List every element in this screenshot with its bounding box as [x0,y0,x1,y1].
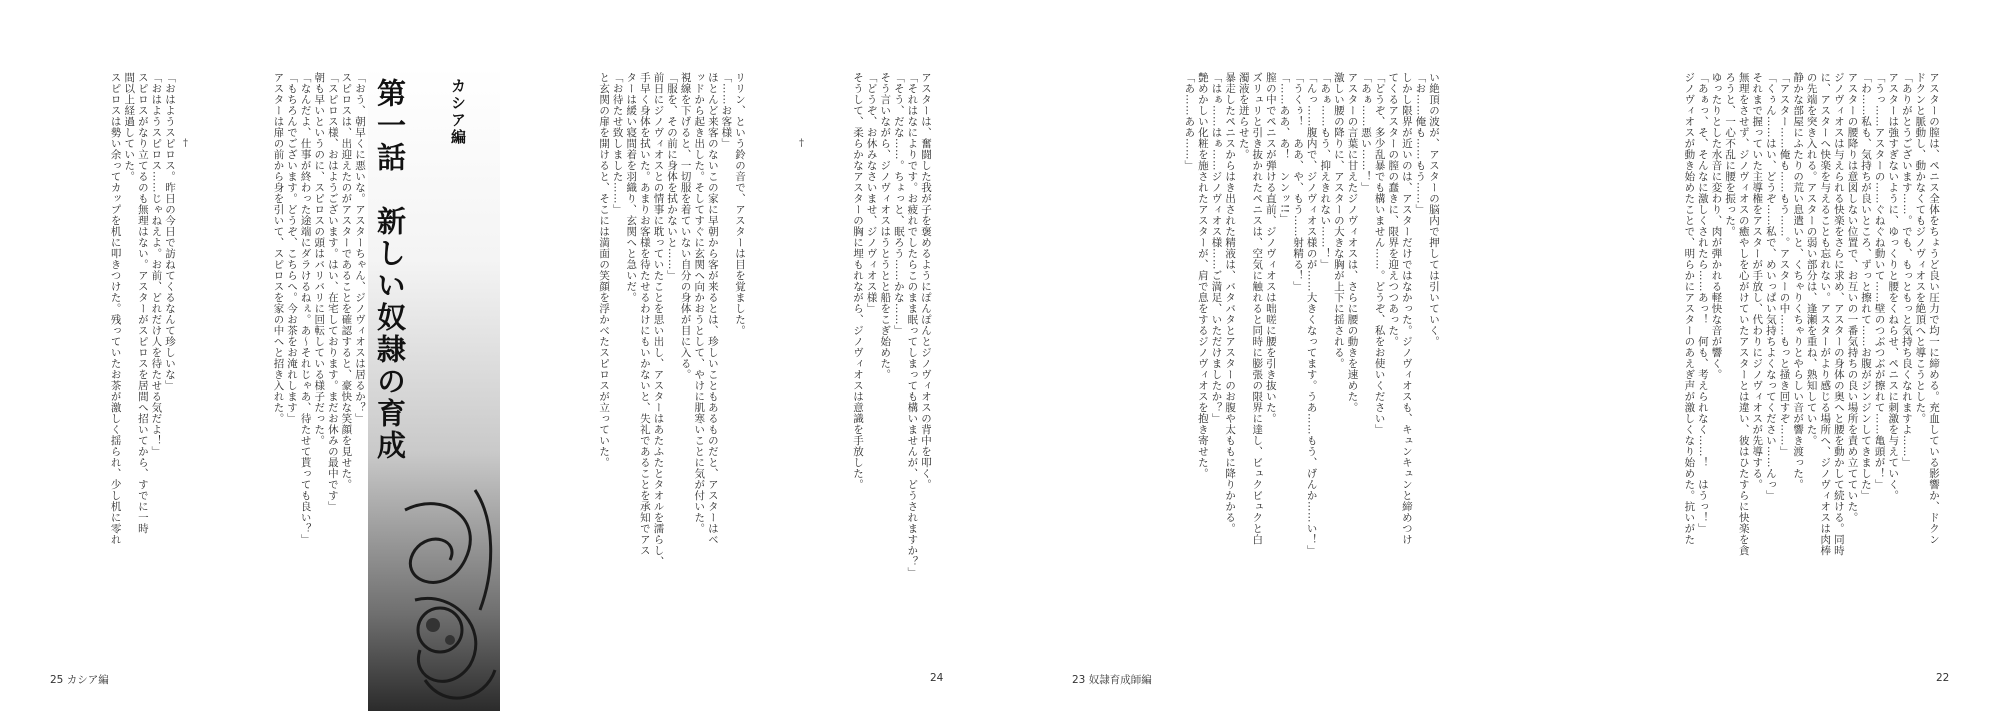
flourish-ornament-icon [385,480,500,711]
page-24-folio: 24 [930,672,944,684]
page-23 [1040,0,1500,711]
page-24-body-text-2: リリン、という鈴の音で、アスターは目を覚ました。 「……お客様」 ほとんど来客のないこの家に早朝から客が来るとは、珍しいこともあるものだと、アスターはベ ッドから起き出した。そしてすぐに玄関へ向かおうとして、やけに肌寒いことに気が付いた。 視線を下げると、一切服を着ていない自分の身体が目に入る。 「服を、その前に身体を拭かないと……」 前日にジノヴィオスとの情事に耽っていたことを思い出し、アスターはあたふたとタオルを濡らし、 手早く身体を拭いた。あまりお客様を待たせるわけにもいかないと、失礼であることを承知でアス ターは緩い寝間着を羽織り、玄関へと急いだ。 「お待たせ致しました……」 と玄関の扉を開けると、そこには満面の笑顔を浮かべたスピロスが立っていた。 [598,72,746,567]
section-break-dagger-2: † [799,138,804,149]
chapter-title: 第一話 新しい奴隷の育成 [373,78,407,462]
page-25-body-text: 「おう、朝早くに悪いな。アスターちゃん、ジノヴィオスは居るか？」 スピロスは、出迎えたのがアスターであることを確認すると、豪快な笑顔を見せた。 「スピロス様、おはようございます。はい、在宅しております。まだお休みの最中です」 朝も早いというのに、スピロスの頭はバリバリに回転している様子だった。 「なんだよ、仕事が終わった途端にダラけるねぇ。あ〜それじゃあ、待たせて貰っても良い？」 「もちろんでございます。どうぞ、こちらへ。今お茶をお淹れします」 アスターは扉の前から身を引いて、スピロスを家の中へと招き入れた。 [272,72,366,545]
page-22 [1540,0,2000,711]
section-break-dagger: † [183,138,188,149]
page-22-folio: 22 [1936,672,1950,684]
page-22-body-text: アスターの膣は、ペニス全体をちょうど良い圧力で均一に締める。充血している影響か、ドクン ドクンと脈動し、動かなくてもジノヴィオスを絶頂へと導こうとした。 「ありがとうございます……。でも、もっともっと気持ち良くなれますよ……」 アスターは強すぎないように、ゆっくりと腰をくねらせ、ペニスに刺激を与えていく。 「うっ……アスターの……ぐねぐね動いて……壁のつぶつぶが擦れて……亀頭が！」 「わ……私も、気持ちが良いところ、ずっと擦れて……お腹がジンジンしてきました」 アスターの腰降りは意図しない位置で、お互いの一番気持ちの良い場所を責め立てていた。 ジノヴィオスは与えられる快楽をさらに求め、アスターの身体の奥へと腰を動かして続ける。同時 に、アスターへ快楽を与えることも忘れない。アスターがより感じる場所へ、ジノヴィオスは肉棒 の先端を突き入れる。アスターの弱い部分は、逢瀬を重ね、熟知していた。 静かな部屋にふたりの荒い息遣いと、くちゃりくちゃりとやらしい音が響き渡った。 「アスター……俺も……もう……。アスターの中……もっと掻き回すぞ……」 「くぅん……はい、どうぞ……私で、めいっぱい気持ちよくなってください……んっ」 それまで握っていた主導権をアスターが手放し、代わりにジノヴィオスが先導する。 無理をさせず、ジノヴィオスの癒やしを心がけていたアスターとは違い、彼はひたすらに快楽を貪 ろうと、一心不乱に腰を振った。 ゆったりとした水音に変わり、肉が弾かれる軽快な音が響く。 「あぁっ、そ、そんなに激しくされたら……あっ！ 何も、考えられなく……！ はうっ！」 ジノヴィオスが動き始めたことで、明らかにアスターのあえぎ声が激しくなり始めた。抗いがた [1683,72,1940,556]
page-23-body-text: い絶頂の波が、アスターの脳内で押しては引いていく。 「お……俺も……もう……」 しかし限界が近いのは、アスターだけではなかった。ジノヴィオスも、キュンキュンと締めつけ てくるアスターの膣の蠢きに、限界を迎えつつあった。 「どうぞ、多少乱暴でも構いません……。どうぞ、私をお使いください」 「あぁ……悪い……！」 アスターの言葉に甘えたジノヴィオスは、さらに腰の動きを速めた。 激しい腰の降りに、アスターの大きな胸が上下に揺される。 「あぁ……もう、抑えきれない……！」 「んっ……腹内で、ジノヴィオス様のが……大きくなってます。うあ……もう、げんか……い！」 「うくぅ！ ああ、や、もう……射精る！」 「……ああ、あ！ ンンッ!!」 膣の中でペニスが弾ける直前、ジノヴィオスは咄嗟に腰を引き抜いた。 ズリュリと引き抜かれたペニスは、空気に触れると同時に膨張の限界に達し、ビュクビュクと白 濁液を迸らせた。 暴走したペニスからはき出された精液は、バタバタとアスターのお腹や太ももに降りかかる。 「はぁ……はぁ……ジノヴィオス様……ご満足、いただけましたか？」 艶めかしい化粧を施されたアスターが、肩で息をするジノヴィオスを抱き寄せた。 「あ……ああ……」 [1183,72,1440,556]
page-25-folio: 25 カシア編 [50,674,109,686]
page-24-body-text: アスターは、奮闘した我が子を褒めるようにぽんぽんとジノヴィオスの背中を叩く。 「それはなによりです。お疲れでしたらこのまま眠ってしまっても構いませんが、どうされますか？」 「そう、だな……。ちょっと、眠ろう……かな……」 そう言いながら、ジノヴィオスはうとうとと船をこぎ始めた。 「どうぞ、お休みなさいませ、ジノヴィオス様」 そうして、柔らかなアスターの胸に埋もれながら、ジノヴィオスは意識を手放した。 [852,72,932,578]
page-24 [540,0,1000,711]
section-label: カシア編 [449,78,467,146]
page-25-body-text-2: 「おはようスピロス。昨日の今日で訪ねてくるなんて珍しいな」 「おはようスピロス……じゃねえよ。お前、どれだけ人を待たせる気だよ！」 スピロスがなり立てるのも無理はない。アスターがスピロスを居間へ招いてから、すでに一時 間以上経過していた。 スピロスは勢い余ってカップを机に叩きつけた。残っていたお茶が激しく揺られ、少し机に零れ [109,72,176,545]
page-23-folio: 23 奴隷育成師編 [1072,674,1152,686]
